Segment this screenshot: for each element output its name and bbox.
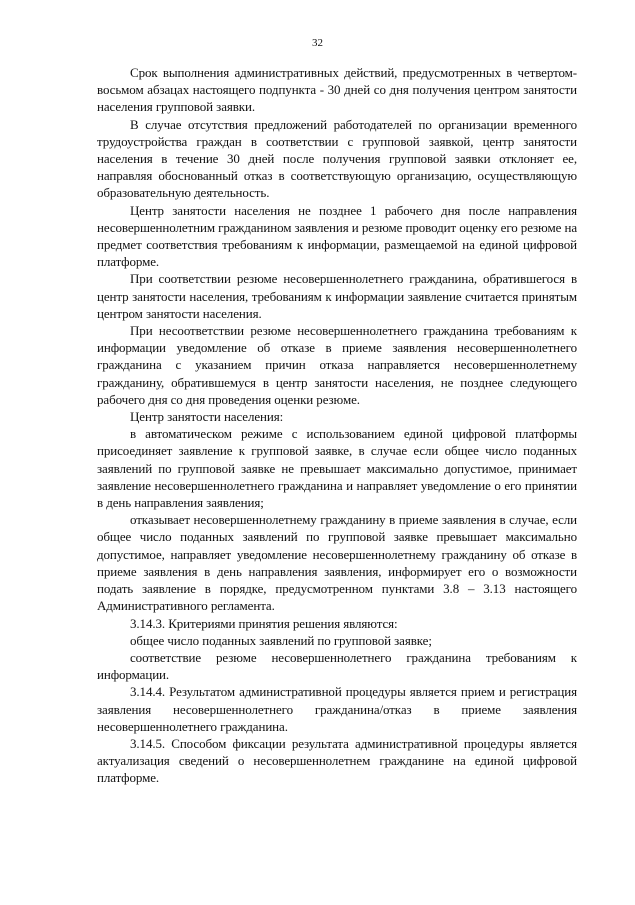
- paragraph-refusal: отказывает несовершеннолетнему гражданину в приеме заявления в случае, если общее число поданных заявлений по групповой заявке превышает максимально допустимое, направляет уведомление несовершеннолетнему гражданину об отказе в приеме заявления в день направления заявления, информирует его о возможности подать заявление в порядке, предусмотренном пунктами 3.8 – 3.13 настоящего Административного регламента.: [97, 512, 577, 614]
- paragraph-criteria-conformity: соответствие резюме несовершеннолетнего гражданина требованиям к информации.: [97, 649, 577, 683]
- paragraph-result: 3.14.4. Результатом административной процедуры является прием и регистрация заявления несовершеннолетнего гражданина/отказ в приеме заявления несовершеннолетнего гражданина.: [97, 684, 577, 734]
- paragraph-criteria: 3.14.3. Критериями принятия решения являются:: [130, 615, 398, 631]
- paragraph-fixation: 3.14.5. Способом фиксации результата административной процедуры является актуализация сведений о несовершеннолетнем гражданине на единой цифровой платформе.: [97, 735, 577, 786]
- paragraph-criteria-count: общее число поданных заявлений по групповой заявке;: [130, 632, 432, 648]
- page-number: 32: [312, 37, 323, 49]
- paragraph-deadline: Срок выполнения административных действий, предусмотренных в четвертом-восьмом абзацах настоящего подпункта - 30 дней со дня получения центром занятости населения групповой заявки.: [97, 65, 577, 115]
- paragraph-center-heading: Центр занятости населения:: [130, 409, 284, 425]
- paragraph-resume-check: Центр занятости населения не позднее 1 рабочего дня после направления несовершеннолетним гражданином заявления и резюме проводит оценку его резюме на предмет соответствия требованиям к информации, размещаемой на единой цифровой платформе.: [97, 202, 577, 270]
- paragraph-auto-attach: в автоматическом режиме с использованием единой цифровой платформы присоединяет заявление к групповой заявке, в случае если общее число поданных заявлений по групповой заявке не превышает максимально допустимое, принимает заявление несовершеннолетнего гражданина и направляет уведомление о его принятии в день направления заявления;: [97, 426, 577, 511]
- paragraph-resume-rejected: При несоответствии резюме несовершеннолетнего гражданина требованиям к информации уведомление об отказе в приеме заявления несовершеннолетнего гражданина с указанием причин отказа направляется несовершеннолетнему гражданину, обратившемуся в центр занятости населения, не позднее следующего рабочего дня со дня проведения оценки резюме.: [97, 323, 577, 407]
- paragraph-resume-accepted: При соответствии резюме несовершеннолетнего гражданина, обратившегося в центр занятости населения, требованиям к информации заявление считается принятым центром занятости населения.: [97, 271, 577, 321]
- paragraph-no-offers: В случае отсутствия предложений работодателей по организации временного трудоустройства граждан в соответствии с групповой заявкой, центр занятости населения в течение 30 дней после получения групповой заявки отклоняет ее, направляя обоснованный отказ в соответствующую организацию, осуществляющую образовательную деятельность.: [97, 116, 577, 201]
- document-body: [97, 64, 577, 787]
